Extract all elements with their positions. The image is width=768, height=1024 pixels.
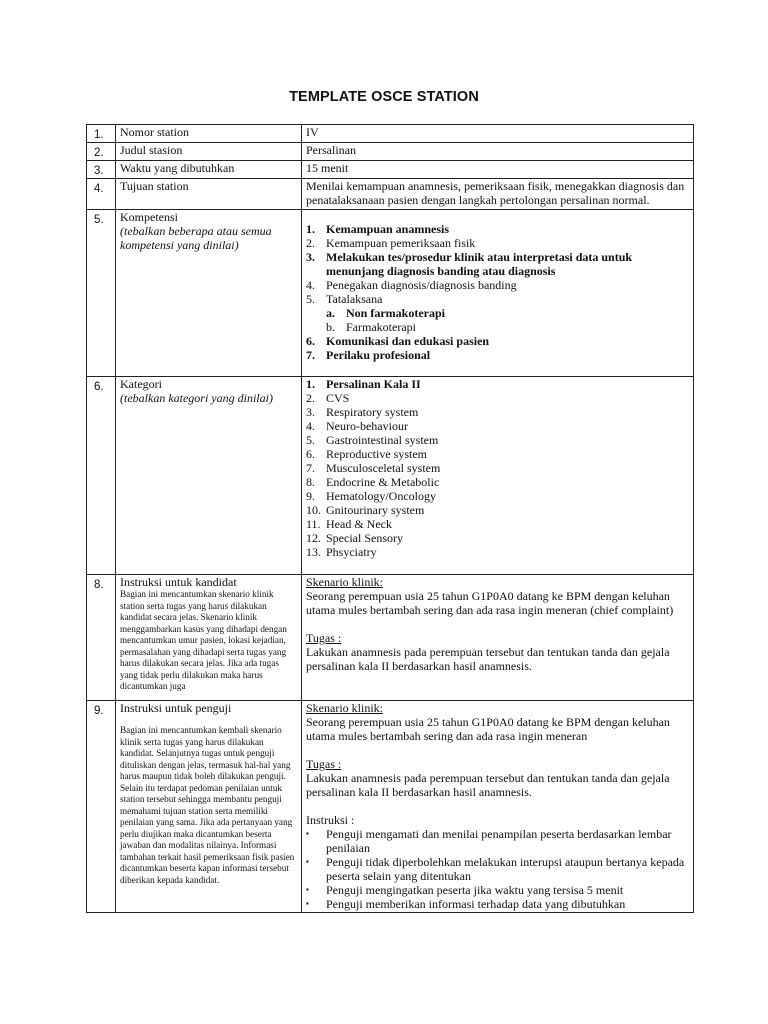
row-hint: (tebalkan kategori yang dinilai) bbox=[120, 391, 273, 405]
examiner-instructions-cell bbox=[302, 701, 694, 913]
row-number: 5. bbox=[87, 210, 116, 377]
task-text: Lakukan anamnesis pada perempuan tersebut dan tentukan tanda dan gejala persalinan kala II berdasarkan hasil anamnesis. bbox=[306, 645, 670, 673]
table-row bbox=[87, 701, 694, 913]
bullet-icon: ▪ bbox=[306, 857, 309, 866]
list-item: 6. Reproductive system bbox=[306, 447, 427, 461]
row-label: Kompetensi bbox=[120, 210, 178, 224]
competency-list-tail bbox=[306, 334, 689, 362]
row-number: 2. bbox=[87, 143, 116, 161]
row-description: Bagian ini mencantumkan skenario klinik station serta tugas yang harus dilakukan kandidat secara jelas. Skenario klinik menggambarkan kasus yang dihadapi dengan mencantumkan umur pasien, lokasi kejadian, permasalahan yang dihadapi serta tugas yang harus dilakukan secara jelas. Jika ada tugas yang tidak perlu dilakukan maka harus dicantumkan juga bbox=[120, 589, 287, 691]
page-title: TEMPLATE OSCE STATION bbox=[289, 89, 479, 105]
list-item: 10. Gnitourinary system bbox=[306, 503, 425, 517]
row-label: Instruksi untuk kandidat bbox=[120, 575, 237, 589]
bullet-icon: ▪ bbox=[306, 899, 309, 908]
row-label: Instruksi untuk penguji bbox=[120, 701, 232, 715]
list-item: 5. Tatalaksana bbox=[306, 292, 383, 306]
table-row bbox=[87, 143, 694, 161]
list-item: ▪ Penguji mengamati dan menilai penampilan peserta berdasarkan lembar penilaian bbox=[306, 827, 672, 855]
table-row bbox=[87, 377, 694, 575]
table-row bbox=[87, 210, 694, 377]
list-item: 7. Perilaku profesional bbox=[306, 348, 431, 362]
list-item: b. Farmakoterapi bbox=[326, 320, 416, 334]
category-list bbox=[306, 377, 689, 559]
list-item: 12. Special Sensory bbox=[306, 531, 403, 545]
task-heading: Tugas : bbox=[306, 631, 342, 645]
list-item: ▪ Penguji memberikan informasi terhadap data yang dibutuhkan bbox=[306, 897, 626, 911]
row-label: Tujuan station bbox=[116, 179, 302, 210]
row-number: 4. bbox=[87, 179, 116, 210]
list-item: ▪ Penguji tidak diperbolehkan melakukan interupsi ataupun bertanya kepada peserta selain yang ditentukan bbox=[306, 855, 685, 883]
list-item: 4. Penegakan diagnosis/diagnosis banding bbox=[306, 278, 517, 292]
bullet-icon: ▪ bbox=[306, 829, 309, 838]
row-label-cell bbox=[116, 377, 302, 575]
row-description: Bagian ini mencantumkan kembali skenario klinik serta tugas yang harus dilakukan kandidat. Selanjutnya tugas untuk penguji dituliskan dengan jelas, termasuk hal-hal yang harus maupun tidak boleh dilakukan penguji. Selain itu terdapat pedoman penilaian untuk station tersebut sehingga membantu penguji memahami tujuan station serta memiliki penilaian yang sama. Jika ada pertanyaan yang perlu diujikan maka dicantumkan beserta jawaban dan modalitas nilainya. Informasi tambahan terkait hasil pemeriksaan fisik pasien dicantumkan beserta kapan informasi tersebut diberikan kepada kandidat. bbox=[120, 725, 295, 885]
row-value: Persalinan bbox=[302, 143, 694, 161]
row-number: 9. bbox=[87, 701, 116, 913]
list-item: 8. Endocrine & Metabolic bbox=[306, 475, 440, 489]
table-row bbox=[87, 575, 694, 701]
row-value: Menilai kemampuan anamnesis, pemeriksaan fisik, menegakkan diagnosis dan penatalaksanaan pasien dengan langkah pertolongan persalinan normal. bbox=[302, 179, 694, 210]
list-item: 11. Head & Neck bbox=[306, 517, 392, 531]
category-list-cell bbox=[302, 377, 694, 575]
list-item: ▪ Penguji mengingatkan peserta jika waktu yang tersisa 5 menit bbox=[306, 883, 624, 897]
list-item: 2. Kemampuan pemeriksaan fisik bbox=[306, 236, 476, 250]
row-label: Nomor station bbox=[116, 125, 302, 143]
row-value: 15 menit bbox=[302, 161, 694, 179]
list-item: 6. Komunikasi dan edukasi pasien bbox=[306, 334, 490, 348]
row-hint: (tebalkan beberapa atau semua kompetensi yang dinilai) bbox=[120, 224, 272, 252]
row-label: Judul stasion bbox=[116, 143, 302, 161]
list-item: 9. Hematology/Oncology bbox=[306, 489, 436, 503]
scenario-heading: Skenario klinik: bbox=[306, 575, 383, 589]
table-row bbox=[87, 179, 694, 210]
row-number: 3. bbox=[87, 161, 116, 179]
candidate-instructions-cell bbox=[302, 575, 694, 701]
bullet-icon: ▪ bbox=[306, 885, 309, 894]
list-item: 13. Phsyciatry bbox=[306, 545, 377, 559]
table-row bbox=[87, 125, 694, 143]
task-heading: Tugas : bbox=[306, 757, 342, 771]
list-item: a. Non farmakoterapi bbox=[326, 306, 445, 320]
list-item: 1. Persalinan Kala II bbox=[306, 377, 421, 391]
table-row bbox=[87, 161, 694, 179]
list-item: 5. Gastrointestinal system bbox=[306, 433, 439, 447]
instruction-list bbox=[306, 827, 689, 911]
row-label-cell bbox=[116, 575, 302, 701]
row-value: IV bbox=[302, 125, 694, 143]
row-number: 6. bbox=[87, 377, 116, 575]
list-item: 3. Respiratory system bbox=[306, 405, 419, 419]
competency-list bbox=[306, 222, 689, 306]
scenario-text: Seorang perempuan usia 25 tahun G1P0A0 datang ke BPM dengan keluhan utama mules bertambah sering dan ada rasa ingin meneran bbox=[306, 715, 670, 743]
row-label: Kategori bbox=[120, 377, 162, 391]
list-item: 7. Musculosceletal system bbox=[306, 461, 441, 475]
competency-sublist bbox=[306, 306, 689, 334]
list-item: 3. Melakukan tes/prosedur klinik atau interpretasi data untuk menunjang diagnosis banding atau diagnosis bbox=[306, 250, 633, 278]
list-item: 1. Kemampuan anamnesis bbox=[306, 222, 450, 236]
row-label-cell bbox=[116, 210, 302, 377]
osce-station-table bbox=[86, 124, 694, 913]
scenario-text: Seorang perempuan usia 25 tahun G1P0A0 datang ke BPM dengan keluhan utama mules bertambah sering dan ada rasa ingin meneran (chief complaint) bbox=[306, 589, 674, 617]
list-item: 2. CVS bbox=[306, 391, 350, 405]
instruction-heading: Instruksi : bbox=[306, 813, 355, 827]
row-number: 1. bbox=[87, 125, 116, 143]
row-number: 8. bbox=[87, 575, 116, 701]
task-text: Lakukan anamnesis pada perempuan tersebut dan tentukan tanda dan gejala persalinan kala II berdasarkan hasil anamnesis. bbox=[306, 771, 670, 799]
scenario-heading: Skenario klinik: bbox=[306, 701, 383, 715]
list-item: 4. Neuro-behaviour bbox=[306, 419, 408, 433]
row-label: Waktu yang dibutuhkan bbox=[116, 161, 302, 179]
row-label-cell bbox=[116, 701, 302, 913]
competency-list-cell bbox=[302, 210, 694, 377]
